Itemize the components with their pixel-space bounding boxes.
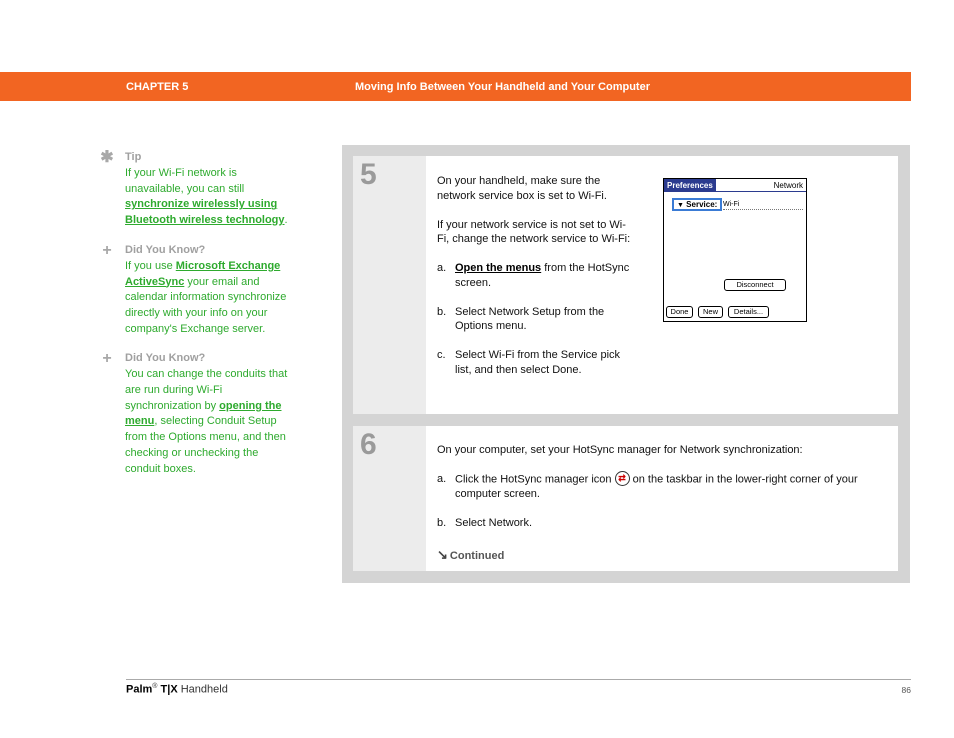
plus-icon: +	[102, 350, 112, 368]
arrow-down-right-icon: ↘	[437, 547, 448, 562]
tip-text: If your Wi-Fi network is unavailable, you can still synchronize wirelessly using Bluetooth wireless technology.	[125, 167, 288, 227]
open-the-menus-link[interactable]: Open the menus	[455, 262, 542, 274]
details-button[interactable]: Details...	[728, 306, 769, 318]
tip-heading: Tip	[125, 151, 142, 163]
plus-icon: +	[102, 241, 112, 259]
step-number: 5	[360, 158, 377, 191]
did-you-know-text: If you use Microsoft Exchange ActiveSync your email and calendar information synchronize directly with your info on your company's Exchange server.	[125, 259, 287, 335]
exchange-activesync-link[interactable]: Microsoft Exchange ActiveSync	[125, 259, 281, 288]
chapter-title: Moving Info Between Your Handheld and Your Computer	[355, 81, 650, 93]
hotsync-icon: ⇄	[615, 471, 630, 486]
service-underline	[723, 209, 803, 210]
step-6-content	[437, 443, 887, 545]
new-button[interactable]: New	[698, 306, 723, 318]
chapter-label: CHAPTER 5	[126, 81, 189, 93]
continued-indicator: ↘ Continued	[437, 547, 505, 562]
step-number-column	[353, 426, 426, 571]
step-number-column	[353, 156, 426, 414]
sidebar	[100, 150, 290, 491]
asterisk-icon: ✱	[100, 149, 114, 166]
done-button[interactable]: Done	[666, 306, 693, 318]
step-intro: On your computer, set your HotSync manager for Network synchronization:	[437, 444, 803, 456]
substep-b: b. Select Network Setup from the Options menu.	[437, 305, 605, 332]
did-you-know-block-1	[100, 243, 290, 338]
substep-a: a. Click the HotSync manager icon ⇄ on the taskbar in the lower-right corner of your computer screen.	[437, 473, 858, 500]
opening-the-menu-link[interactable]: opening the menu	[125, 399, 282, 428]
did-you-know-block-2	[100, 351, 290, 477]
step-number: 6	[360, 428, 377, 461]
network-category: Network	[773, 181, 803, 190]
screen-titlebar	[664, 179, 806, 192]
dropdown-triangle-icon: ▼	[677, 202, 684, 209]
service-value: Wi-Fi	[723, 201, 740, 208]
handheld-network-screen	[663, 178, 807, 322]
substep-b: b. Select Network.	[437, 517, 533, 529]
footer-divider	[126, 679, 911, 680]
preferences-tab[interactable]: Preferences	[664, 179, 716, 192]
step-6	[353, 426, 898, 571]
did-you-know-heading: Did You Know?	[125, 243, 206, 256]
disconnect-button[interactable]: Disconnect	[724, 279, 786, 291]
did-you-know-heading: Did You Know?	[125, 352, 206, 365]
step-5-content	[437, 174, 632, 392]
step-5	[353, 156, 898, 414]
substep-a: a. Open the menus from the HotSync screen.	[437, 262, 630, 289]
tip-block	[100, 150, 290, 229]
step-note: If your network service is not set to Wi-Fi, change the network service to Wi-Fi:	[437, 218, 631, 245]
steps-panel	[342, 145, 910, 583]
bluetooth-sync-link[interactable]: synchronize wirelessly using Bluetooth wireless technology	[125, 198, 285, 227]
footer-product: Palm® T|X Handheld	[126, 683, 228, 696]
substep-c: c. Select Wi-Fi from the Service pick list, and then select Done.	[437, 349, 621, 376]
page-number: 86	[901, 685, 911, 695]
step-intro: On your handheld, make sure the network service box is set to Wi-Fi.	[437, 175, 607, 202]
did-you-know-text: You can change the conduits that are run during Wi-Fi synchronization by opening the menu, selecting Conduit Setup from the Options menu, and then checking or unchecking the conduit boxes.	[125, 368, 288, 475]
service-picker[interactable]: ▼ Service:	[672, 198, 722, 211]
chapter-header-bar	[0, 72, 911, 101]
